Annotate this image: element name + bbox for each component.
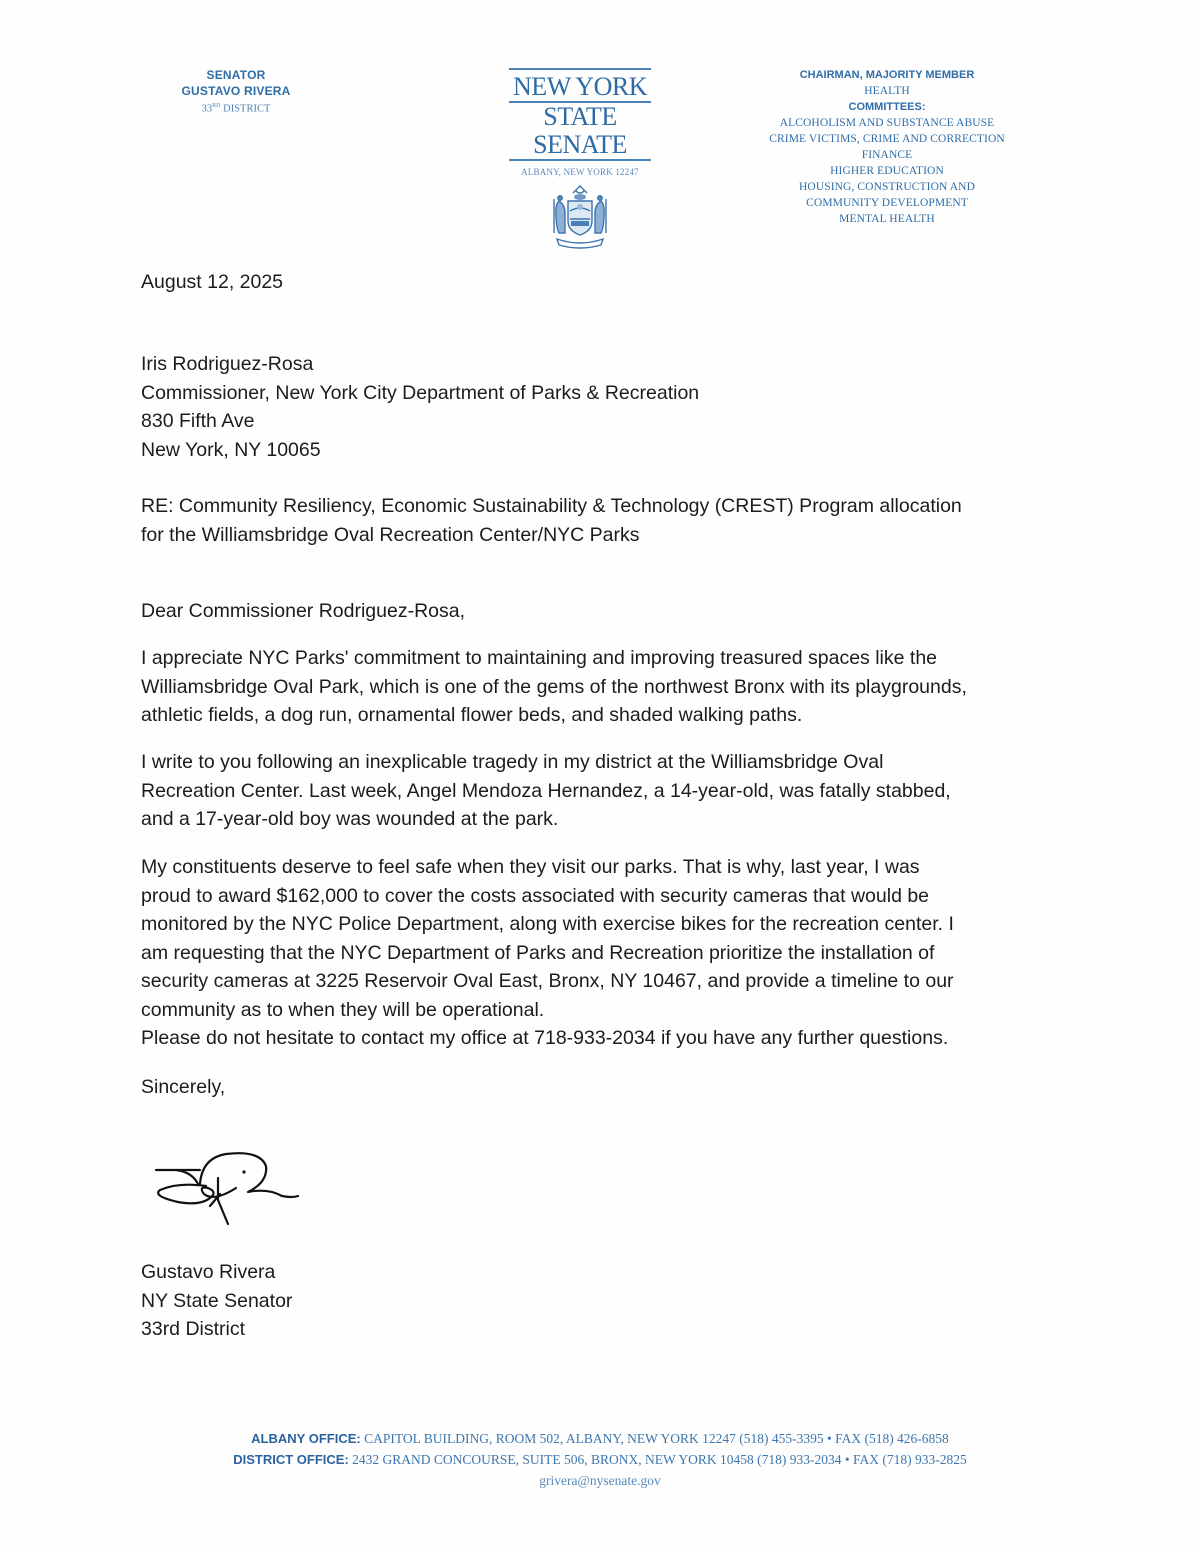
paragraph-line: athletic fields, a dog run, ornamental flower beds, and shaded walking paths. bbox=[141, 704, 803, 726]
paragraph-line: am requesting that the NYC Department of Parks and Recreation prioritize the installation of bbox=[141, 941, 935, 964]
logo-line-3: SENATE bbox=[533, 130, 627, 159]
committee-item: COMMUNITY DEVELOPMENT bbox=[806, 197, 968, 209]
paragraph-line: Recreation Center. Last week, Angel Mendoza Hernandez, a 14-year-old, was fatally stabbed, bbox=[141, 779, 951, 802]
senator-district: 33RD DISTRICT bbox=[201, 103, 271, 115]
albany-office-line bbox=[0, 1428, 1200, 1449]
committee-item: ALCOHOLISM AND SUBSTANCE ABUSE bbox=[779, 117, 995, 129]
district-office-line bbox=[0, 1449, 1200, 1470]
recipient-title: Commissioner, New York City Department of Parks & Recreation bbox=[141, 381, 700, 404]
district-office-label: DISTRICT OFFICE: bbox=[233, 1452, 349, 1467]
district-office-text: 2432 GRAND CONCOURSE, SUITE 506, BRONX, NEW YORK 10458 (718) 933-2034 • FAX (718) 933-2825 bbox=[348, 1452, 967, 1467]
paragraph-line: I write to you following an inexplicable tragedy in my district at the Williamsbridge Oval bbox=[141, 751, 884, 773]
logo-rule-bottom bbox=[509, 159, 651, 161]
recipient-block bbox=[141, 350, 1081, 464]
recipient-name: Iris Rodriguez-Rosa bbox=[141, 353, 314, 375]
albany-office-label: ALBANY OFFICE: bbox=[251, 1431, 361, 1446]
paragraph-line: community as to when they will be operational. bbox=[141, 998, 545, 1021]
paragraph-line: security cameras at 3225 Reservoir Oval East, Bronx, NY 10467, and provide a timeline to our bbox=[141, 970, 954, 992]
senator-name: GUSTAVO RIVERA bbox=[181, 84, 291, 98]
committee-item: HOUSING, CONSTRUCTION AND bbox=[799, 181, 975, 193]
salutation: Dear Commissioner Rodriguez-Rosa, bbox=[141, 600, 466, 622]
committee-header bbox=[752, 67, 1022, 227]
logo-line-2: STATE bbox=[543, 102, 617, 131]
committees-label: COMMITTEES: bbox=[848, 101, 926, 113]
albany-office-text: CAPITOL BUILDING, ROOM 502, ALBANY, NEW YORK 12247 (518) 455-3395 • FAX (518) 426-6858 bbox=[360, 1431, 949, 1446]
chair-committee: HEALTH bbox=[864, 85, 910, 97]
signer-title: NY State Senator bbox=[141, 1289, 293, 1312]
senator-header bbox=[150, 67, 322, 117]
subject-line bbox=[141, 492, 1081, 549]
senator-title: SENATOR bbox=[206, 68, 266, 82]
paragraph-line: Please do not hesitate to contact my office at 718-933-2034 if you have any further questions. bbox=[141, 1027, 949, 1049]
paragraph bbox=[141, 644, 1081, 730]
chair-role: CHAIRMAN, MAJORITY MEMBER bbox=[799, 69, 975, 81]
senate-logo bbox=[505, 68, 655, 249]
committee-item: FINANCE bbox=[861, 149, 913, 161]
recipient-street: 830 Fifth Ave bbox=[141, 410, 255, 432]
letterhead-footer bbox=[0, 1428, 1200, 1491]
state-seal-icon bbox=[543, 183, 617, 249]
contact-email[interactable]: grivera@nysenate.gov bbox=[539, 1473, 661, 1488]
signer-block bbox=[141, 1258, 1081, 1344]
letter-date: August 12, 2025 bbox=[141, 271, 284, 293]
paragraph-line: I appreciate NYC Parks' commitment to maintaining and improving treasured spaces like the bbox=[141, 647, 938, 669]
subject-line-1: RE: Community Resiliency, Economic Sustainability & Technology (CREST) Program allocation bbox=[141, 495, 962, 517]
subject-line-2: for the Williamsbridge Oval Recreation Center/NYC Parks bbox=[141, 523, 640, 546]
logo-line-1: NEW YORK bbox=[513, 72, 647, 101]
paragraph bbox=[141, 748, 1081, 834]
recipient-city: New York, NY 10065 bbox=[141, 438, 321, 461]
signature-icon bbox=[148, 1148, 338, 1238]
paragraph-line: monitored by the NYC Police Department, along with exercise bikes for the recreation center. I bbox=[141, 913, 954, 935]
committee-item: HIGHER EDUCATION bbox=[830, 165, 944, 177]
paragraph-line: My constituents deserve to feel safe when they visit our parks. That is why, last year, I was bbox=[141, 856, 920, 878]
paragraph-line: proud to award $162,000 to cover the costs associated with security cameras that would be bbox=[141, 884, 930, 907]
paragraph-line: Williamsbridge Oval Park, which is one of the gems of the northwest Bronx with its playgrounds, bbox=[141, 675, 967, 698]
logo-rule-top bbox=[509, 68, 651, 70]
closing: Sincerely, bbox=[141, 1076, 226, 1098]
paragraph-line: and a 17-year-old boy was wounded at the park. bbox=[141, 808, 559, 830]
paragraph bbox=[141, 853, 1081, 1053]
senate-address: ALBANY, NEW YORK 12247 bbox=[521, 167, 639, 177]
signer-name: Gustavo Rivera bbox=[141, 1261, 276, 1283]
signer-district: 33rd District bbox=[141, 1318, 246, 1340]
committee-item: MENTAL HEALTH bbox=[839, 213, 935, 225]
committee-item: CRIME VICTIMS, CRIME AND CORRECTION bbox=[769, 133, 1005, 145]
